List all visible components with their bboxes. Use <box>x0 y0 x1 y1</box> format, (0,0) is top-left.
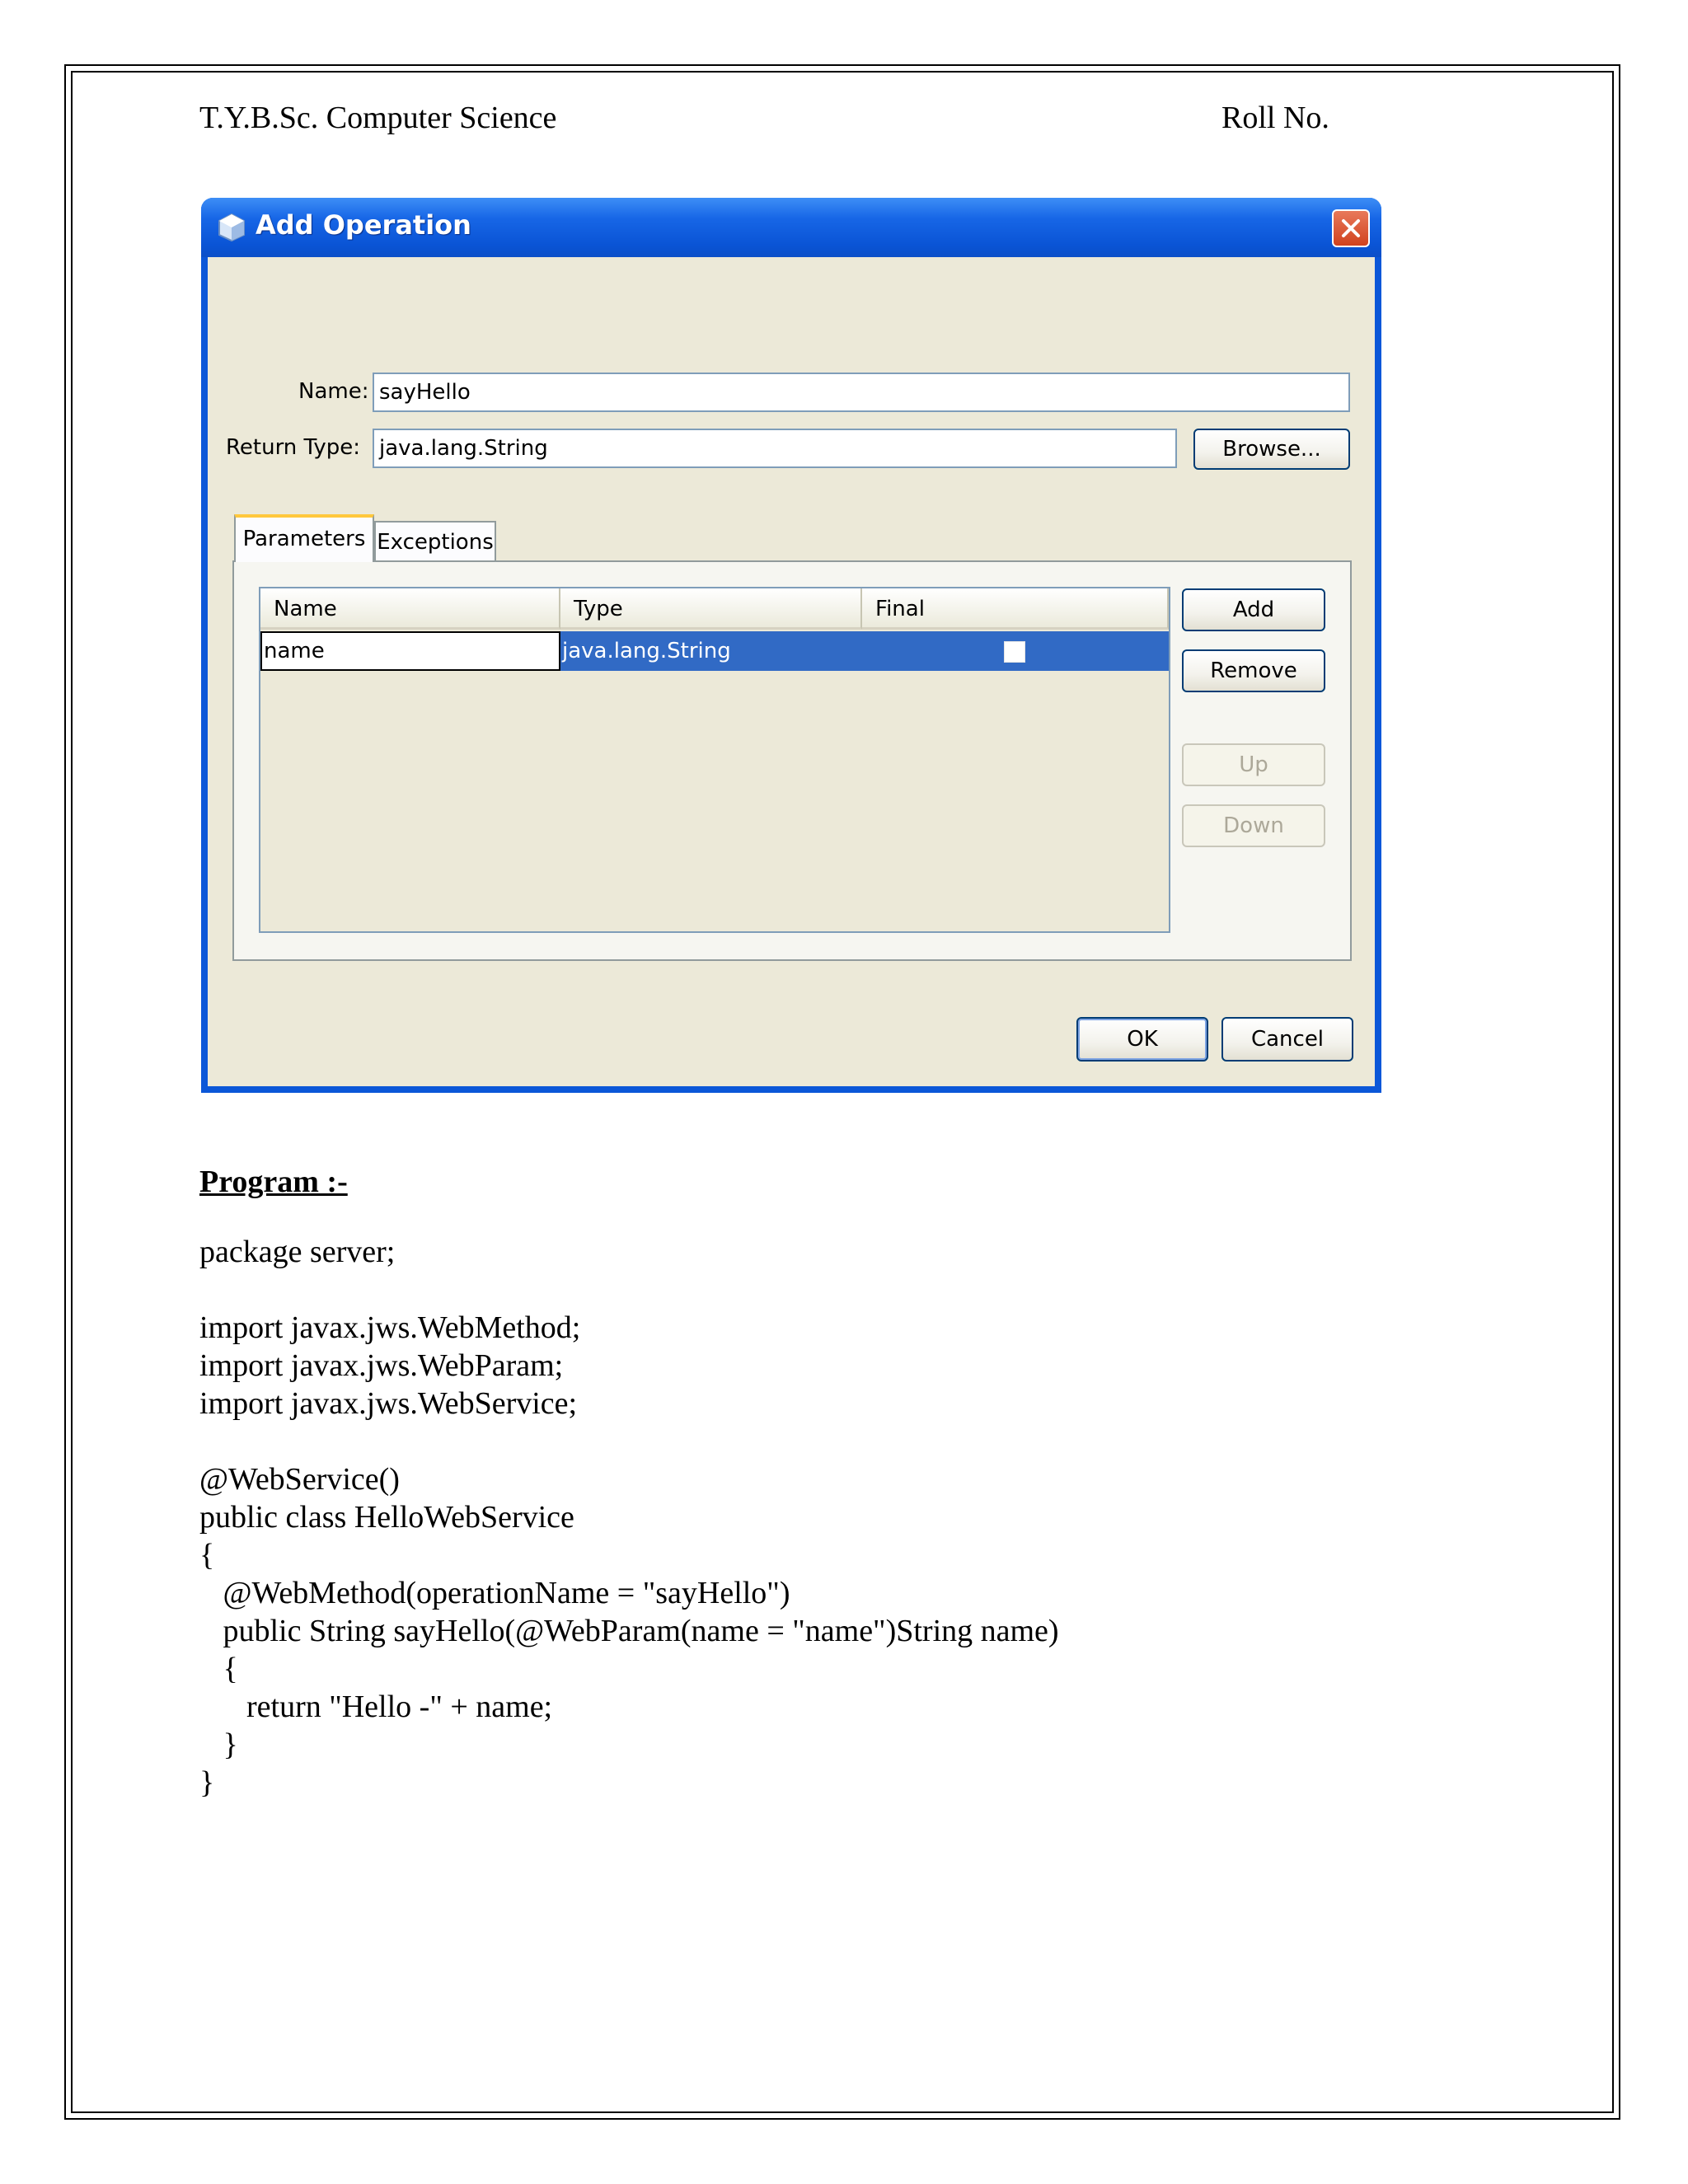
code-line: import javax.jws.WebParam; <box>199 1348 564 1383</box>
parameters-table <box>259 587 1170 933</box>
add-button[interactable]: Add <box>1182 588 1325 631</box>
code-line: { <box>199 1538 215 1572</box>
column-header-final[interactable]: Final <box>862 588 1169 630</box>
name-label: Name: <box>298 379 369 404</box>
program-heading: Program :- <box>199 1165 348 1199</box>
code-line: @WebService() <box>199 1462 400 1497</box>
close-button[interactable] <box>1332 209 1370 247</box>
ok-button[interactable]: OK <box>1076 1017 1208 1062</box>
dialog-titlebar[interactable] <box>201 198 1381 257</box>
down-button[interactable]: Down <box>1182 804 1325 847</box>
column-header-name[interactable]: Name <box>260 588 560 630</box>
add-operation-dialog <box>201 198 1381 1093</box>
cancel-button[interactable]: Cancel <box>1221 1017 1353 1062</box>
code-line: { <box>199 1652 238 1686</box>
netbeans-cube-icon <box>218 213 246 242</box>
browse-button[interactable]: Browse... <box>1193 429 1350 470</box>
param-final-checkbox[interactable] <box>1004 641 1025 663</box>
param-name-editor[interactable]: name <box>260 631 560 671</box>
param-type-cell[interactable]: java.lang.String <box>562 639 731 663</box>
up-button[interactable]: Up <box>1182 743 1325 786</box>
code-line: } <box>199 1727 238 1762</box>
tab-exceptions[interactable]: Exceptions <box>374 521 496 562</box>
remove-button[interactable]: Remove <box>1182 649 1325 692</box>
code-line: package server; <box>199 1235 396 1269</box>
code-line: } <box>199 1765 215 1800</box>
course-title: T.Y.B.Sc. Computer Science <box>199 101 557 135</box>
tab-parameters[interactable]: Parameters <box>234 514 374 562</box>
dialog-title: Add Operation <box>256 209 471 241</box>
code-line: @WebMethod(operationName = "sayHello") <box>199 1576 790 1610</box>
name-field[interactable]: sayHello <box>373 373 1350 412</box>
return-type-field[interactable]: java.lang.String <box>373 429 1177 468</box>
code-line: return "Hello -" + name; <box>199 1690 553 1724</box>
code-line: import javax.jws.WebService; <box>199 1386 578 1421</box>
code-line: public class HelloWebService <box>199 1500 574 1535</box>
roll-number-label: Roll No. <box>1221 101 1329 135</box>
code-line: public String sayHello(@WebParam(name = "name")String name) <box>199 1614 1059 1648</box>
table-row[interactable] <box>260 631 1169 671</box>
column-header-type[interactable]: Type <box>560 588 862 630</box>
code-line: import javax.jws.WebMethod; <box>199 1310 581 1345</box>
close-icon <box>1341 218 1361 238</box>
dialog-body <box>208 257 1375 1086</box>
return-type-label: Return Type: <box>226 435 361 460</box>
